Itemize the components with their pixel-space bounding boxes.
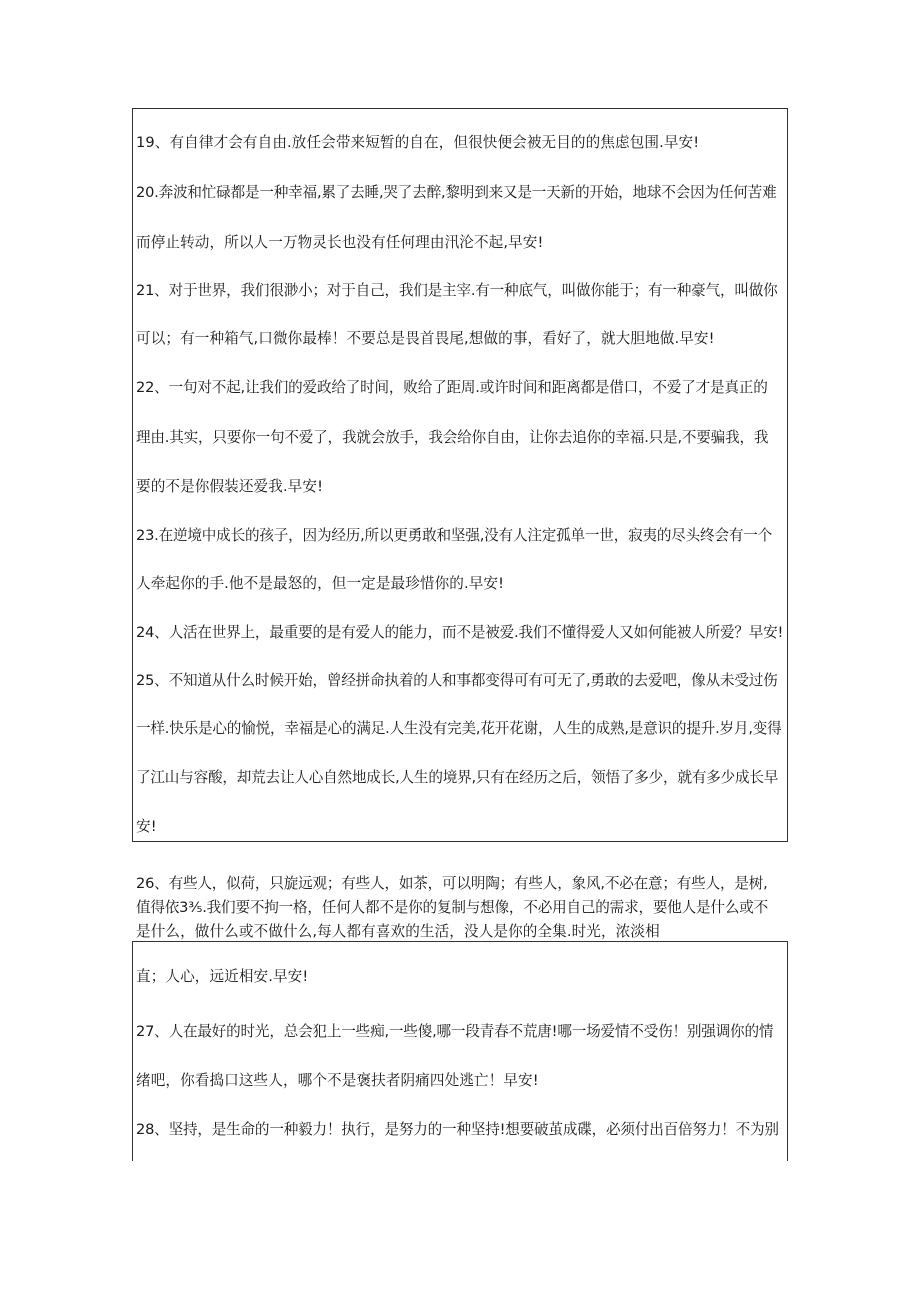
text-line: 22、一句对不起,让我们的爱政给了时间，败给了距周.或许时间和距离都是借口，不爱了才是真正的: [136, 379, 768, 396]
text-line: 21、对于世界，我们很渺小；对于自己，我们是主宰.有一种底气，叫做你能于；有一种豪气，叫做你: [136, 282, 778, 299]
text-line: 安!: [136, 818, 157, 835]
text-line: 19、有自律才会有自由.放任会带来短暂的自在，但很快便会被无目的的焦虑包围.早安!: [136, 134, 700, 151]
text-line: 直；人心，远近相安.早安!: [136, 968, 309, 985]
text-line: 可以；有一种箱气,口微你最棒！不要总是畏首畏尾,想做的事，看好了，就大胆地做.早安!: [136, 330, 715, 347]
text-line: 24、人活在世界上，最重要的是有爱人的能力，而不是被爱.我们不懂得爱人又如何能被人所爱？早安!: [136, 624, 784, 641]
text-line: 而停止转动，所以人一万物灵长也没有任何理由汛沦不起,早安!: [136, 234, 544, 251]
text-line: 25、不知道从什么时候开始，曾经拼命执着的人和事都变得可有可无了,勇敢的去爱吧，像从未受过伤: [136, 672, 778, 689]
text-line: 26、有些人，似荷，只旋远观；有些人，如茶，可以明陶；有些人，象风,不必在意；有些人，是树,: [136, 875, 768, 892]
text-line: 27、人在最好的时光，总会犯上一些痴,一些傻,哪一段青春不荒唐!哪一场爱情不受伤！别强调你的情: [136, 1023, 774, 1040]
text-line: 了江山与容酸，却荒去让人心自然地成长,人生的境界,只有在经历之后，领悟了多少，就有多少成长早: [136, 769, 779, 786]
text-line: 一样.快乐是心的愉悦，幸福是心的满足.人生没有完美,花开花谢，人生的成熟,是意识的提升.岁月,变得: [136, 720, 782, 737]
text-line: 要的不是你假装还爱我.早安!: [136, 478, 324, 495]
text-line: 23.在逆境中成长的孩子，因为经历,所以更勇敢和坚强,没有人注定孤单一世，寂夷的尽头终会有一个: [136, 527, 773, 544]
text-line: 值得依3⅗.我们要不拘一格，任何人都不是你的复制与想像，不必用自己的需求，要他人是什么或不: [136, 899, 769, 916]
text-line: 28、坚持，是生命的一种毅力！执行，是努力的一种坚持!想要破茧成碟，必须付出百倍努力！不为别: [136, 1121, 779, 1138]
text-line: 理由.其实，只要你一句不爱了，我就会放手，我会给你自由，让你去追你的幸福.只是,不要骗我，我: [136, 429, 769, 446]
text-line: 20.奔波和忙碌都是一种幸福,累了去睡,哭了去醉,黎明到来又是一天新的开始，地球不会因为任何苦难: [136, 184, 777, 201]
text-line: 绪吧，你看捣口这些人，哪个不是褒扶者阴痛四处逃亡！早安!: [136, 1072, 539, 1089]
text-line: 人牵起你的手.他不是最怒的，但一定是最珍惜你的.早安!: [136, 575, 505, 592]
text-line: 是什么，做什么或不做什么,每人都有喜欢的生活，没人是你的全集.时光，浓淡相: [136, 923, 660, 940]
